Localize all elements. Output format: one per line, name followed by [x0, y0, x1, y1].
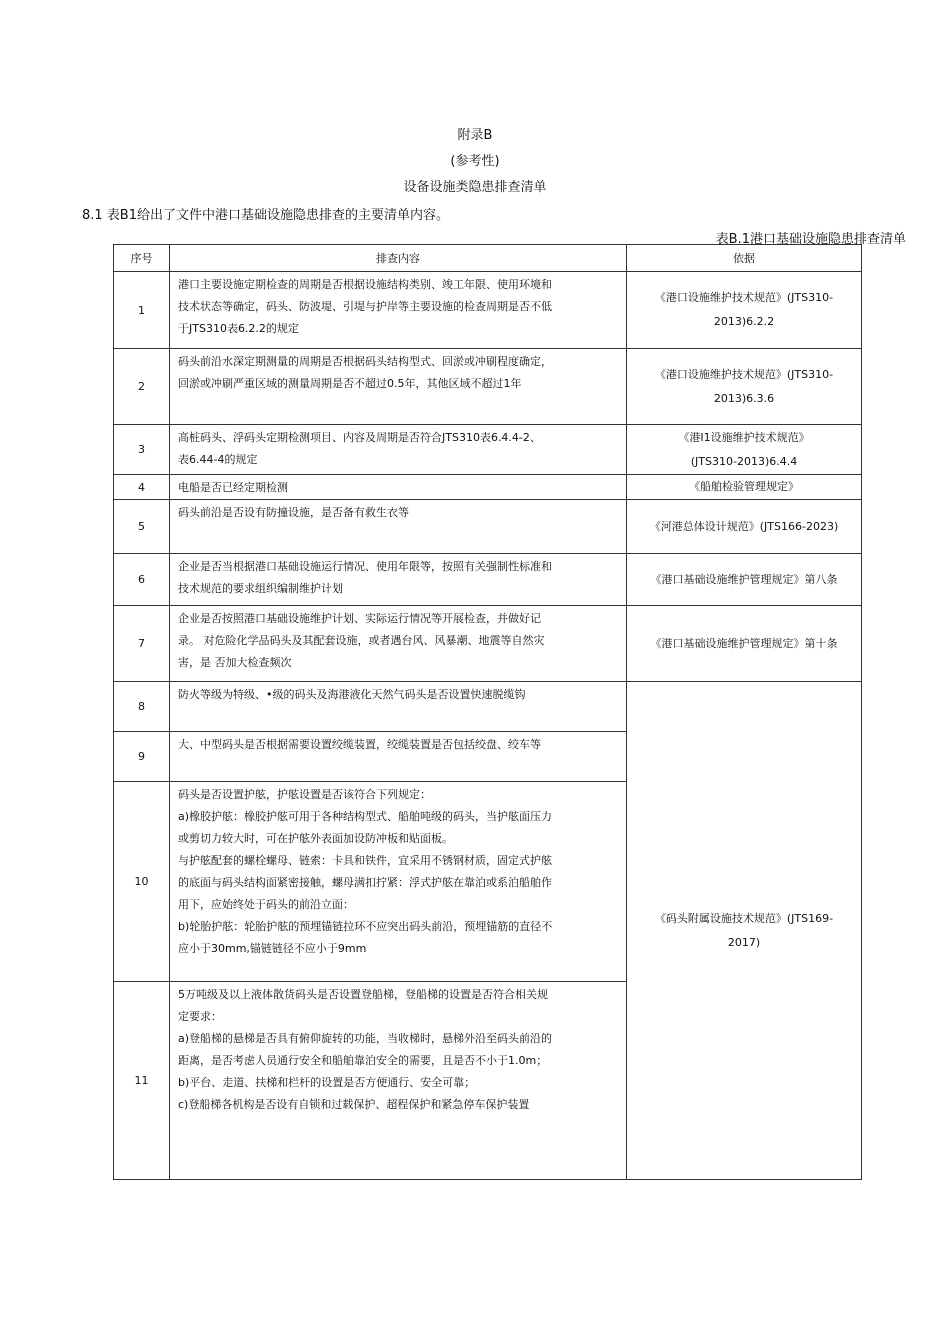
content-line: 或剪切力较大时，可在护舷外表面加设防冲板和贴面板。 — [178, 832, 453, 845]
content-line: 录。 对危险化学品码头及其配套设施，或者遇台风、风暴潮、地震等自然灾 — [178, 634, 545, 647]
basis-line: 2017) — [727, 935, 761, 949]
basis-line: 《港I1设施维护技术规范》 — [678, 430, 810, 444]
content-line: 技术规范的要求组织编制维护计划 — [178, 582, 343, 595]
table-header-row — [114, 245, 862, 272]
content-line: 应小于30mm,锚链链径不应小于9mm — [178, 942, 367, 955]
inspection-content-cell — [170, 500, 627, 554]
content-line: a)橡胶护舷：橡胶护舷可用于各种结构型式、船舶吨级的码头，当护舷面压力 — [178, 810, 553, 823]
basis-line: 《港口设施维护技术规范》(JTS310- — [654, 291, 834, 304]
content-line: 码头前沿水深定期测量的周期是否根据码头结构型式、回淤或冲刷程度确定， — [178, 355, 552, 368]
table-row — [114, 349, 862, 425]
content-line: 高桩码头、浮码头定期检测项目、内容及周期是否符合JTS310表6.4.4-2、 — [178, 431, 541, 444]
basis-line: 2013)6.3.6 — [713, 391, 775, 405]
table-row — [114, 425, 862, 475]
basis-line: 《码头附属设施技术规范》(JTS169- — [654, 911, 834, 925]
appendix-heading: 附录B — [457, 128, 493, 143]
content-line: 码头前沿是否设有防撞设施，是否备有救生衣等 — [178, 506, 409, 519]
appendix-subheading: (参考性) — [450, 154, 500, 169]
table-row — [114, 682, 862, 732]
content-line: 技术状态等确定，码头、防波堤、引堤与护岸等主要设施的检查周期是否不低 — [178, 300, 552, 313]
basis-cell — [627, 349, 862, 425]
content-line: 电船是否已经定期检测 — [178, 481, 288, 494]
column-header-content: 排查内容 — [170, 245, 627, 272]
basis-cell — [627, 606, 862, 682]
content-line: 用下，应始终处于码头的前沿立面： — [178, 898, 354, 911]
content-line: 的底面与码头结构面紧密接触，螺母满扣拧紧：浮式护舷在靠泊或系泊船舶作 — [178, 876, 552, 889]
inspection-content-cell — [170, 349, 627, 425]
content-line: 大、中型码头是否根据需要设置绞缆装置，绞缆装置是否包括绞盘、绞车等 — [178, 738, 541, 751]
row-number: 9 — [114, 732, 170, 782]
column-header-no: 序号 — [114, 245, 170, 272]
basis-line: 《河港总体设计规范》(JTS166-2023) — [649, 519, 839, 533]
content-line: 5万吨级及以上液体散货码头是否设置登船梯，登船梯的设置是否符合相关规 — [178, 988, 548, 1001]
inspection-content-cell — [170, 554, 627, 606]
basis-cell — [627, 475, 862, 500]
content-line: 定要求： — [178, 1010, 222, 1023]
row-number: 8 — [114, 682, 170, 732]
content-line: c)登船梯各机构是否设有自锁和过载保护、超程保护和紧急停车保护装置 — [178, 1098, 530, 1111]
inspection-content-cell — [170, 272, 627, 349]
basis-cell — [627, 554, 862, 606]
content-line: 企业是否当根据港口基础设施运行情况、使用年限等，按照有关强制性标准和 — [178, 560, 552, 573]
content-line: 港口主要设施定期检查的周期是否根据设施结构类别、竣工年限、使用环境和 — [178, 278, 552, 291]
row-number: 3 — [114, 425, 170, 475]
basis-line: 2013)6.2.2 — [713, 315, 775, 328]
content-line: 距离，是否考虑人员通行安全和船舶靠泊安全的需要，且是否不小于1.0m； — [178, 1054, 548, 1067]
inspection-content-cell — [170, 606, 627, 682]
inspection-content-cell — [170, 425, 627, 475]
content-line: 于JTS310表6.2.2的规定 — [178, 322, 299, 335]
content-line: b)平台、走道、扶梯和栏杆的设置是否方便通行、安全可靠； — [178, 1076, 476, 1089]
table-row — [114, 606, 862, 682]
row-number: 11 — [114, 982, 170, 1180]
content-line: b)轮胎护舷：轮胎护舷的预埋锚链拉环不应突出码头前沿，预埋锚筋的直径不 — [178, 920, 553, 933]
content-line: 表6.44-4的规定 — [178, 453, 258, 466]
content-line: 害，是 否加大检查频次 — [178, 656, 292, 669]
basis-line: 《港口设施维护技术规范》(JTS310- — [654, 367, 834, 381]
table-caption: 表B.1港口基础设施隐患排查清单 — [715, 232, 906, 247]
inspection-content-cell — [170, 682, 627, 732]
content-line: 与护舷配套的螺栓螺母、链索：卡具和铁件，宜采用不锈钢材质，固定式护舷 — [178, 854, 552, 867]
content-line: 回淤或冲刷严重区域的测量周期是否不超过0.5年，其他区域不超过1年 — [178, 377, 522, 390]
inspection-table — [113, 244, 862, 1180]
table-row — [114, 475, 862, 500]
document-title: 设备设施类隐患排查清单 — [403, 180, 547, 195]
row-number: 10 — [114, 782, 170, 982]
basis-line: 《船舶检验管理规定》 — [689, 480, 799, 493]
inspection-content-cell — [170, 782, 627, 982]
basis-cell — [627, 425, 862, 475]
row-number: 1 — [114, 272, 170, 349]
content-line: a)登船梯的悬梯是否具有俯仰旋转的功能，当收梯时，悬梯外沿至码头前沿的 — [178, 1032, 553, 1045]
basis-line: 《港口基础设施维护管理规定》第十条 — [650, 636, 838, 650]
table-row — [114, 500, 862, 554]
merged-basis-cell — [627, 682, 862, 1180]
table-row — [114, 272, 862, 349]
content-line: 防火等级为特级、•级的码头及海港液化天然气码头是否设置快速脱缆钩 — [178, 688, 526, 701]
basis-cell — [627, 272, 862, 349]
content-line: 码头是否设置护舷，护舷设置是否该符合下列规定： — [178, 788, 431, 801]
table-row — [114, 554, 862, 606]
content-line: 企业是否按照港口基础设施维护计划、实际运行情况等开展检查，并做好记 — [178, 612, 541, 625]
basis-cell — [627, 500, 862, 554]
inspection-content-cell — [170, 475, 627, 500]
row-number: 7 — [114, 606, 170, 682]
inspection-content-cell — [170, 982, 627, 1180]
column-header-basis: 依据 — [627, 245, 862, 272]
row-number: 5 — [114, 500, 170, 554]
basis-line: (JTS310-2013)6.4.4 — [690, 454, 798, 468]
inspection-content-cell — [170, 732, 627, 782]
basis-line: 《港口基础设施维护管理规定》第八条 — [650, 572, 838, 586]
row-number: 2 — [114, 349, 170, 425]
row-number: 4 — [114, 475, 170, 500]
row-number: 6 — [114, 554, 170, 606]
intro-paragraph: 8.1 表B1给出了文件中港口基础设施隐患排查的主要清单内容。 — [82, 208, 449, 223]
